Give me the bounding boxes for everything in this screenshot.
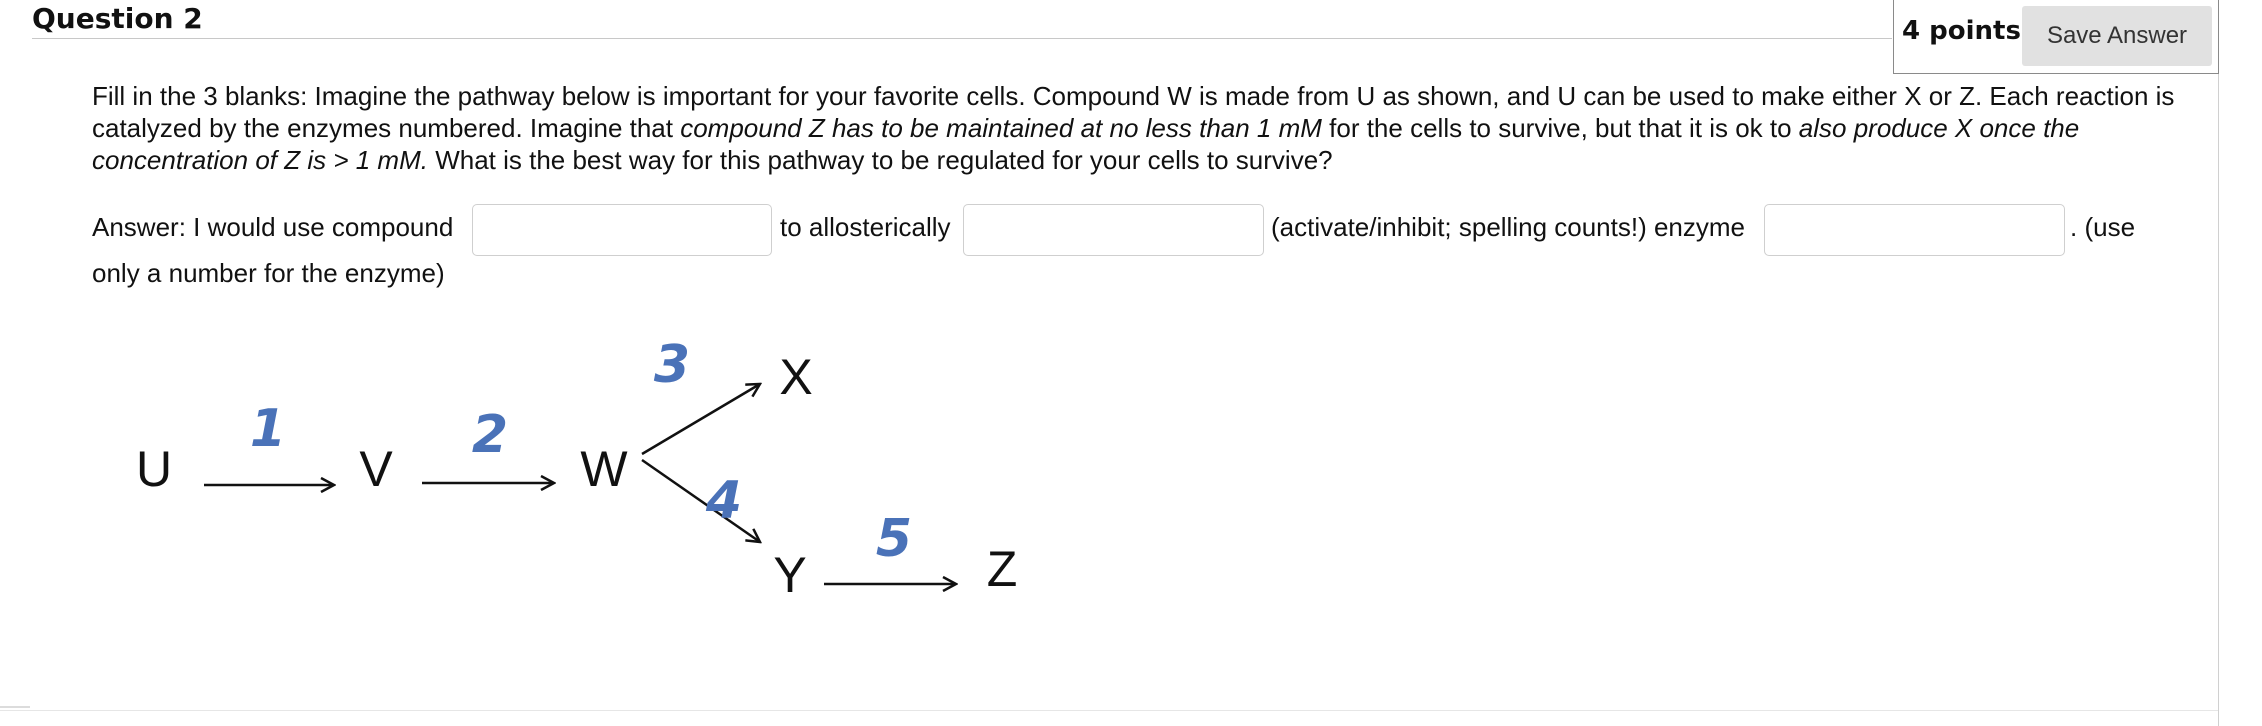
enzyme-label-1: 1 <box>249 399 287 459</box>
enzyme-label-4: 4 <box>705 471 743 531</box>
question-title: Question 2 <box>32 2 203 35</box>
regulation-blank-input[interactable] <box>963 204 1264 256</box>
prompt-text-2: for the cells to survive, but that it is ok to <box>1321 113 1799 143</box>
compound-x: X <box>779 349 813 405</box>
prompt-text-3: What is the best way for this pathway to be regulated for your cells to survive? <box>427 145 1333 175</box>
frame-corner <box>0 706 30 708</box>
answer-text-allosterically: to allosterically <box>780 212 951 242</box>
compound-blank-input[interactable] <box>472 204 772 256</box>
answer-continuation: only a number for the enzyme) <box>92 258 445 288</box>
question-frame-border <box>2218 74 2219 726</box>
answer-text-use: . (use <box>2070 212 2136 242</box>
compound-y: Y <box>773 547 807 603</box>
points-label: 4 points <box>1902 16 2021 46</box>
question-prompt <box>92 80 2202 176</box>
answer-text-enzyme: (activate/inhibit; spelling counts!) enzyme <box>1271 212 1746 242</box>
question-frame-bottom <box>0 710 2218 711</box>
arrow-w-to-y <box>642 460 760 542</box>
enzyme-label-2: 2 <box>471 405 509 465</box>
prompt-emphasis-2: also produce X once the concentration of Z is > 1 mM. <box>92 113 2080 175</box>
enzyme-label-3: 3 <box>653 335 691 395</box>
answer-label: Answer: I would use compound <box>92 212 454 242</box>
compound-v: V <box>359 441 393 497</box>
prompt-emphasis-1: compound Z has to be maintained at no less than 1 mM <box>680 113 1322 143</box>
enzyme-label-5: 5 <box>875 509 913 569</box>
points-panel <box>1893 0 2219 74</box>
save-answer-button[interactable]: Save Answer <box>2022 6 2212 66</box>
prompt-text-1: Fill in the 3 blanks: Imagine the pathway below is important for your favorite cells. Compound W is made from U as shown, and U can be used to make either X or Z. Each reaction is catalyzed by the enzymes numbered. Imagine that <box>92 81 2175 143</box>
enzyme-blank-input[interactable] <box>1764 204 2065 256</box>
pathway-diagram <box>120 330 1040 640</box>
compound-u: U <box>135 441 173 497</box>
title-divider <box>32 38 1892 39</box>
compound-w: W <box>580 441 628 497</box>
compound-z: Z <box>986 541 1018 597</box>
